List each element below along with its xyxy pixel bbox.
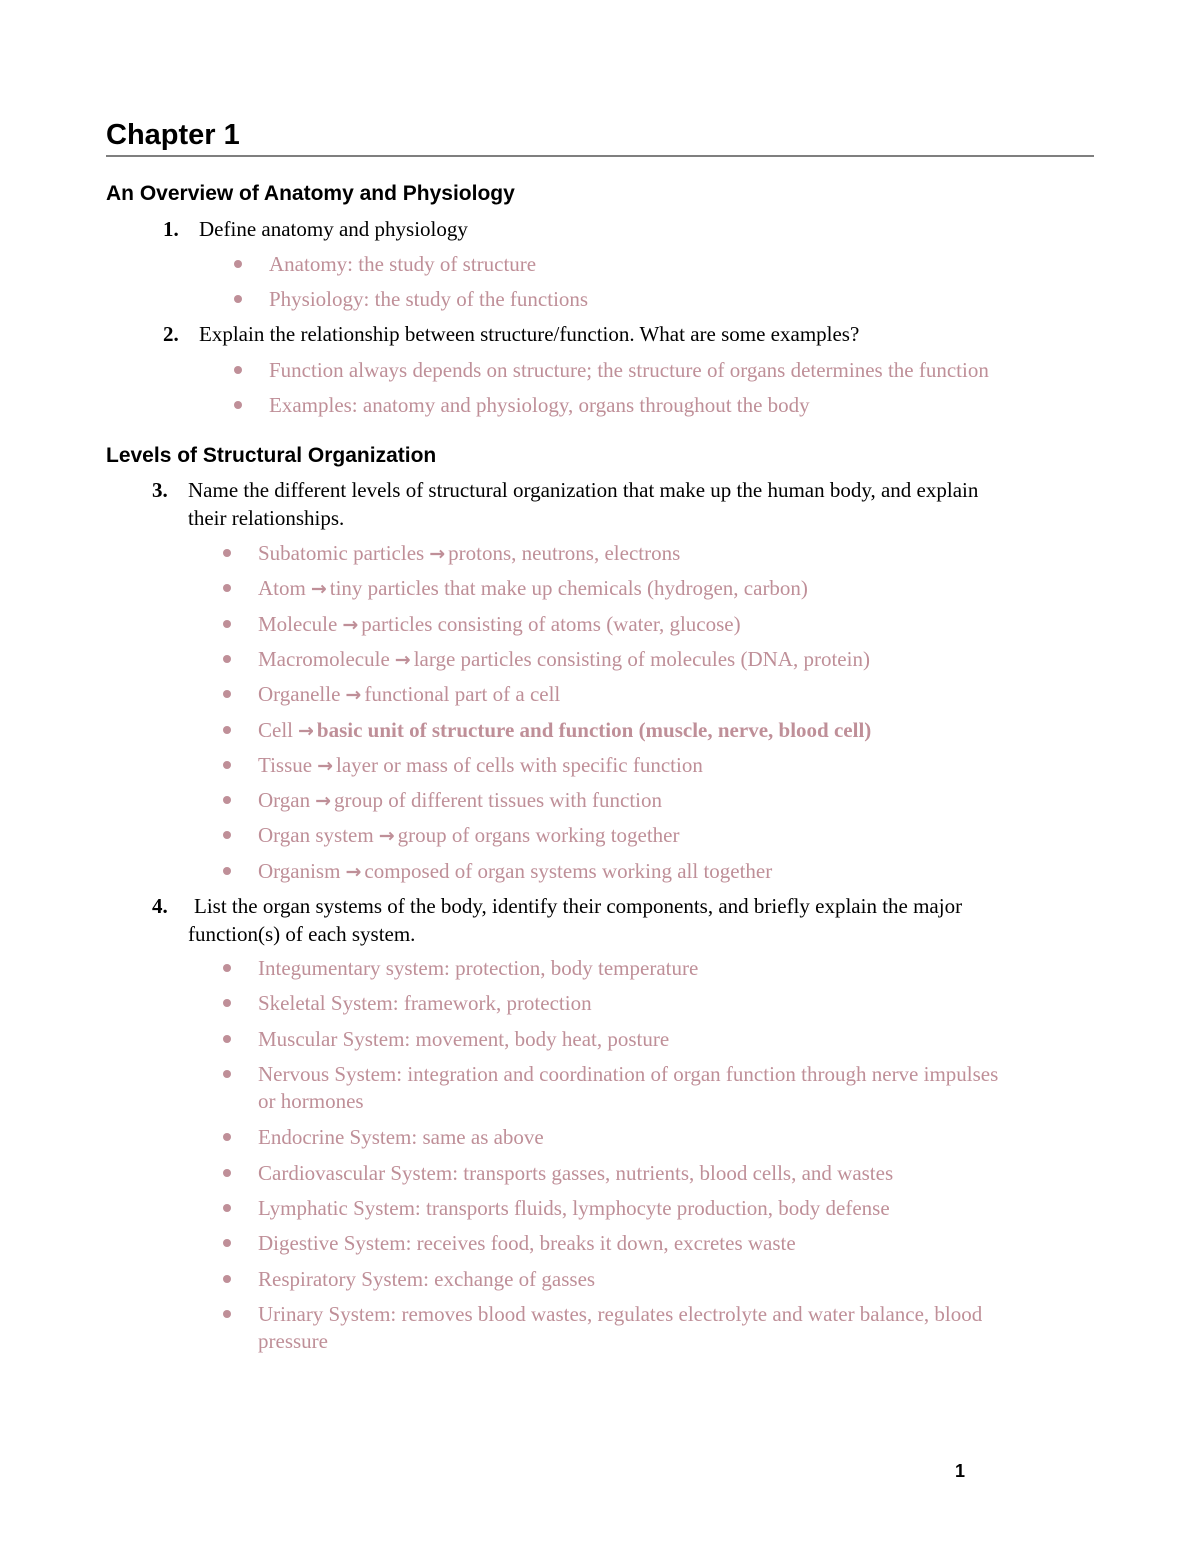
answer-text: Function always depends on structure; the structure of organs determines the function	[269, 358, 989, 382]
system-item	[223, 1026, 669, 1054]
level-description: functional part of a cell	[364, 682, 561, 707]
question-number: 2.	[163, 322, 179, 346]
system-text-continued: pressure	[258, 1329, 328, 1354]
level-item	[223, 575, 808, 604]
arrow-right-icon: →	[310, 578, 327, 601]
system-text: Integumentary system: protection, body temperature	[258, 956, 699, 980]
question-1	[163, 216, 468, 244]
bullet-icon	[223, 1070, 231, 1078]
system-text: Endocrine System: same as above	[258, 1125, 544, 1150]
level-term: Atom	[258, 576, 306, 601]
level-description: large particles consisting of molecules (DNA, protein)	[413, 646, 870, 671]
system-text: Nervous System: integration and coordination of organ function through nerve impulses	[258, 1061, 999, 1086]
level-term: Tissue	[258, 752, 313, 777]
bullet-icon	[223, 867, 231, 875]
arrow-right-icon: →	[378, 825, 395, 848]
level-item	[223, 540, 680, 569]
arrow-right-icon: →	[345, 860, 362, 883]
system-text: Skeletal System: framework, protection	[258, 991, 592, 1016]
bullet-icon	[223, 1204, 231, 1212]
question-text-line: function(s) of each system.	[188, 921, 416, 946]
arrow-right-icon: →	[394, 648, 411, 671]
level-description: group of organs working together	[397, 823, 680, 848]
bullet-icon	[223, 796, 231, 804]
level-item	[223, 787, 662, 816]
question-text-line: Name the different levels of structural organization that make up the human body, and explain	[188, 478, 979, 502]
arrow-right-icon: →	[298, 719, 314, 742]
answer-text: Examples: anatomy and physiology, organs throughout the body	[269, 393, 810, 417]
question-number: 4.	[152, 894, 168, 918]
system-text: Lymphatic System: transports fluids, lymphocyte production, body defense	[258, 1196, 890, 1220]
level-item	[223, 858, 772, 887]
bullet-icon	[223, 655, 231, 663]
arrow-right-icon: →	[342, 613, 359, 636]
level-description: tiny particles that make up chemicals (hydrogen, carbon)	[329, 576, 808, 601]
level-item	[223, 752, 703, 781]
bullet-icon	[223, 690, 231, 698]
level-item	[223, 681, 560, 710]
system-text: Muscular System: movement, body heat, posture	[258, 1026, 670, 1051]
level-term: Subatomic particles	[258, 541, 425, 565]
arrow-right-icon: →	[315, 790, 332, 813]
level-description: basic unit of structure and function (muscle, nerve, blood cell)	[316, 717, 872, 742]
system-item	[223, 1061, 998, 1116]
level-description: layer or mass of cells with specific function	[336, 752, 703, 777]
arrow-right-icon: →	[317, 754, 334, 777]
question-text-line: List the organ systems of the body, identify their components, and briefly explain the major	[194, 894, 963, 918]
question-number: 1.	[163, 217, 179, 241]
level-term: Cell	[258, 717, 293, 742]
level-item	[223, 717, 871, 746]
level-description: particles consisting of atoms (water, glucose)	[361, 611, 741, 636]
bullet-icon	[223, 726, 231, 734]
level-term: Organism	[258, 858, 341, 883]
answer-bullet	[234, 392, 810, 420]
bullet-icon	[223, 1169, 231, 1177]
question-text: Explain the relationship between structure/function. What are some examples?	[199, 322, 860, 346]
title-rule	[106, 155, 1094, 157]
arrow-right-icon: →	[429, 543, 446, 565]
answer-bullet	[234, 357, 989, 385]
bullet-icon	[223, 620, 231, 628]
page-number: 1	[955, 1461, 966, 1481]
bullet-icon	[223, 831, 231, 839]
bullet-icon	[234, 366, 242, 374]
bullet-icon	[223, 761, 231, 769]
system-item	[223, 1124, 544, 1152]
answer-bullet	[234, 286, 588, 314]
level-term: Organ	[258, 788, 311, 813]
bullet-icon	[223, 999, 231, 1007]
question-text-line: their relationships.	[188, 505, 345, 530]
answer-text: Physiology: the study of the functions	[269, 287, 589, 311]
question-4	[152, 893, 962, 948]
bullet-icon	[223, 584, 231, 592]
section-heading-levels: Levels of Structural Organization	[106, 444, 437, 467]
system-item	[223, 955, 698, 983]
question-3	[152, 477, 978, 532]
question-number: 3.	[152, 478, 168, 502]
system-text: Urinary System: removes blood wastes, regulates electrolyte and water balance, blood	[258, 1301, 983, 1326]
section-heading-overview: An Overview of Anatomy and Physiology	[106, 182, 515, 205]
answer-bullet	[234, 251, 536, 279]
bullet-icon	[223, 1239, 231, 1247]
system-item	[223, 1195, 890, 1223]
system-text: Digestive System: receives food, breaks it down, excretes waste	[258, 1231, 796, 1256]
bullet-icon	[223, 964, 231, 972]
system-text: Respiratory System: exchange of gasses	[258, 1266, 596, 1291]
question-2	[163, 321, 859, 349]
level-description: protons, neutrons, electrons	[448, 541, 681, 565]
arrow-right-icon: →	[345, 684, 362, 707]
bullet-icon	[223, 1310, 231, 1318]
level-item	[223, 822, 680, 851]
level-item	[223, 611, 741, 640]
system-item	[223, 1230, 796, 1258]
system-item	[223, 1160, 893, 1188]
level-term: Molecule	[258, 611, 338, 636]
bullet-icon	[234, 401, 242, 409]
bullet-icon	[223, 1133, 231, 1141]
answer-text: Anatomy: the study of structure	[269, 252, 537, 276]
level-term: Macromolecule	[258, 646, 390, 671]
system-item	[223, 990, 592, 1018]
level-description: composed of organ systems working all together	[364, 858, 773, 883]
level-term: Organelle	[258, 682, 341, 707]
bullet-icon	[223, 1275, 231, 1283]
bullet-icon	[234, 295, 242, 303]
system-text: Cardiovascular System: transports gasses, nutrients, blood cells, and wastes	[258, 1160, 894, 1185]
level-item	[223, 646, 870, 675]
level-term: Organ system	[258, 823, 374, 848]
bullet-icon	[234, 260, 242, 268]
system-item	[223, 1266, 595, 1294]
bullet-icon	[223, 1035, 231, 1043]
bullet-icon	[223, 549, 231, 557]
system-item	[223, 1301, 982, 1356]
level-description: group of different tissues with function	[334, 788, 663, 813]
system-text-continued: or hormones	[258, 1089, 364, 1114]
chapter-title: Chapter 1	[106, 119, 240, 151]
question-text: Define anatomy and physiology	[199, 217, 468, 241]
